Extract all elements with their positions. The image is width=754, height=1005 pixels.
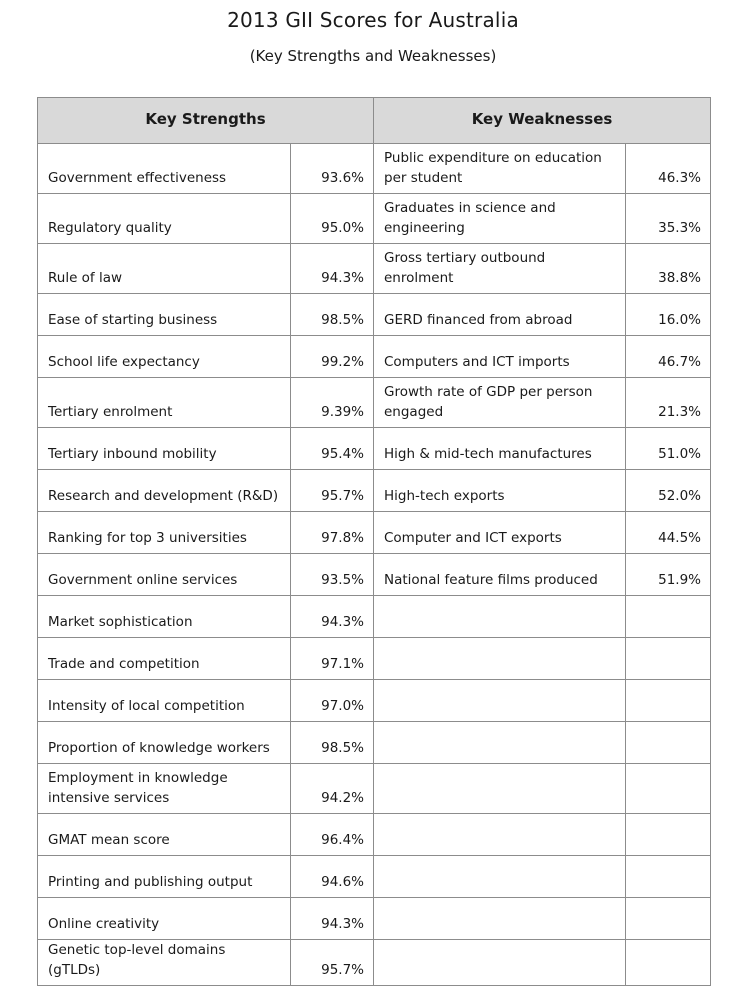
table-row — [38, 856, 711, 898]
table-row — [38, 244, 711, 294]
chart-title: 2013 GII Scores for Australia — [227, 8, 519, 32]
strength-score: 97.1% — [291, 638, 374, 680]
strength-name: Trade and competition — [38, 638, 291, 680]
weakness-score: 46.7% — [626, 336, 711, 378]
table-row — [38, 680, 711, 722]
weakness-score: 38.8% — [626, 244, 711, 294]
item-name-line: Public expenditure on education — [384, 150, 602, 166]
table-row — [38, 638, 711, 680]
weakness-name — [374, 144, 626, 194]
strength-name: Printing and publishing output — [38, 856, 291, 898]
weakness-name — [374, 378, 626, 428]
item-name-line: enrolment — [384, 270, 454, 286]
strengths-header: Key Strengths — [38, 98, 374, 144]
strength-name: Genetic top-level domains (gTLDs) — [38, 940, 291, 986]
weakness-score: 51.0% — [626, 428, 711, 470]
strength-name: Tertiary inbound mobility — [38, 428, 291, 470]
weakness-name: Computer and ICT exports — [374, 512, 626, 554]
weakness-name — [374, 814, 626, 856]
strength-name: GMAT mean score — [38, 814, 291, 856]
strength-score: 96.4% — [291, 814, 374, 856]
weakness-name — [374, 856, 626, 898]
strength-name: Government online services — [38, 554, 291, 596]
weakness-score: 16.0% — [626, 294, 711, 336]
table-row — [38, 764, 711, 814]
strength-score: 95.7% — [291, 470, 374, 512]
weakness-score: 21.3% — [626, 378, 711, 428]
strength-score: 95.0% — [291, 194, 374, 244]
strength-score: 98.5% — [291, 294, 374, 336]
weakness-score — [626, 898, 711, 940]
weakness-score: 51.9% — [626, 554, 711, 596]
weakness-score — [626, 814, 711, 856]
weakness-score — [626, 680, 711, 722]
weakness-score — [626, 764, 711, 814]
weakness-score: 35.3% — [626, 194, 711, 244]
item-name-line: Growth rate of GDP per person — [384, 384, 593, 400]
strength-score: 94.3% — [291, 898, 374, 940]
item-name-line: Graduates in science and — [384, 200, 556, 216]
weakness-name — [374, 898, 626, 940]
weakness-score — [626, 856, 711, 898]
table-row — [38, 898, 711, 940]
strength-score: 93.5% — [291, 554, 374, 596]
strength-name: Regulatory quality — [38, 194, 291, 244]
table-row — [38, 470, 711, 512]
table-body — [38, 144, 711, 986]
weakness-name: High & mid-tech manufactures — [374, 428, 626, 470]
strength-name: Ranking for top 3 universities — [38, 512, 291, 554]
table-row — [38, 144, 711, 194]
weakness-name — [374, 638, 626, 680]
strength-name: Government effectiveness — [38, 144, 291, 194]
strength-score: 93.6% — [291, 144, 374, 194]
table-row — [38, 336, 711, 378]
weakness-name — [374, 940, 626, 986]
item-name-line: engaged — [384, 404, 444, 420]
table-row — [38, 940, 711, 986]
strength-name: Intensity of local competition — [38, 680, 291, 722]
weakness-name — [374, 244, 626, 294]
weakness-score: 44.5% — [626, 512, 711, 554]
strength-name — [38, 764, 291, 814]
strength-score: 9.39% — [291, 378, 374, 428]
weakness-name: GERD financed from abroad — [374, 294, 626, 336]
strength-score: 95.4% — [291, 428, 374, 470]
table-row — [38, 378, 711, 428]
weakness-score — [626, 940, 711, 986]
strength-score: 99.2% — [291, 336, 374, 378]
table-row — [38, 722, 711, 764]
strength-score: 94.2% — [291, 764, 374, 814]
item-name-line: per student — [384, 170, 463, 186]
gii-scores-table — [37, 97, 711, 986]
weakness-score — [626, 722, 711, 764]
item-name-line: Employment in knowledge — [48, 770, 228, 786]
strength-name: Online creativity — [38, 898, 291, 940]
table-row — [38, 428, 711, 470]
strength-name: Proportion of knowledge workers — [38, 722, 291, 764]
table-row — [38, 512, 711, 554]
strength-name: Market sophistication — [38, 596, 291, 638]
strength-score: 94.6% — [291, 856, 374, 898]
table-row — [38, 814, 711, 856]
weakness-name: National feature films produced — [374, 554, 626, 596]
strength-name: Research and development (R&D) — [38, 470, 291, 512]
weakness-name — [374, 680, 626, 722]
weakness-name — [374, 722, 626, 764]
strength-score: 95.7% — [291, 940, 374, 986]
strength-score: 97.8% — [291, 512, 374, 554]
strength-score: 98.5% — [291, 722, 374, 764]
table-row — [38, 596, 711, 638]
table-row — [38, 194, 711, 244]
strength-name: Ease of starting business — [38, 294, 291, 336]
chart-subtitle: (Key Strengths and Weaknesses) — [249, 47, 497, 65]
table-row — [38, 294, 711, 336]
strength-score: 94.3% — [291, 244, 374, 294]
strength-name: Rule of law — [38, 244, 291, 294]
item-name-line: intensive services — [48, 790, 170, 806]
weakness-name — [374, 194, 626, 244]
strength-score: 97.0% — [291, 680, 374, 722]
weaknesses-header: Key Weaknesses — [374, 98, 711, 144]
weakness-name — [374, 596, 626, 638]
weakness-name: Computers and ICT imports — [374, 336, 626, 378]
strength-name: Tertiary enrolment — [38, 378, 291, 428]
weakness-score — [626, 638, 711, 680]
strength-name: School life expectancy — [38, 336, 291, 378]
item-name-line: engineering — [384, 220, 465, 236]
weakness-score: 52.0% — [626, 470, 711, 512]
weakness-score: 46.3% — [626, 144, 711, 194]
weakness-score — [626, 596, 711, 638]
weakness-name: High-tech exports — [374, 470, 626, 512]
weakness-name — [374, 764, 626, 814]
item-name-line: Gross tertiary outbound — [384, 250, 546, 266]
strength-score: 94.3% — [291, 596, 374, 638]
table-row — [38, 554, 711, 596]
